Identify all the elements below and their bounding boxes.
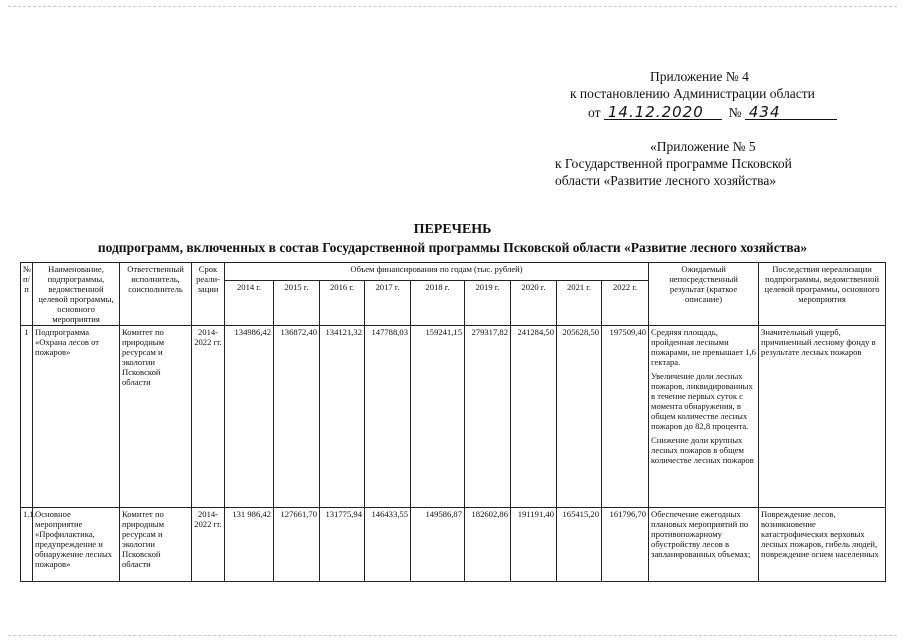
row-value: 127661,70 [274,508,320,582]
header-year: 2017 г. [365,281,411,326]
header-term: Срок реали-зации [192,263,225,326]
header-year: 2014 г. [225,281,274,326]
annex-5-block [555,138,792,189]
table-row [21,326,886,508]
header-consequences: Последствия нереализации подпрограммы, ведомственной целевой программы, основного мероприятия [759,263,886,326]
header-year: 2020 г. [511,281,557,326]
header-executor: Ответственный исполнитель, соисполнитель [120,263,192,326]
row-name: Подпрограмма «Охрана лесов от пожаров» [33,326,120,508]
header-year: 2022 г. [602,281,649,326]
annex-4-date-line [570,104,837,121]
annex-5-title: «Приложение № 5 [650,139,756,154]
scan-artifact-top [8,6,897,7]
result-paragraph: Средняя площадь, пройденная лесными пожарами, не превышает 1,6 гектара. [651,327,756,367]
handwritten-number: 434 [745,105,837,120]
row-consequences: Значительный ущерб, причиненный лесному фонду в результате лесных пожаров [759,326,886,508]
header-year: 2021 г. [557,281,602,326]
header-financing: Объем финансирования по годам (тыс. рублей) [225,263,649,281]
row-term: 2014-2022 гг. [192,326,225,508]
row-value: 197509,40 [602,326,649,508]
row-value: 131 986,42 [225,508,274,582]
scan-artifact-bottom [8,635,897,636]
result-paragraph: Снижение доли крупных лесных пожаров в общем количестве лесных пожаров [651,435,754,465]
row-value: 161796,70 [602,508,649,582]
header-num: № п/п [21,263,33,326]
result-paragraph: Увеличение доли лесных пожаров, ликвидированных в течение первых суток с момента обнаружения, в общем количестве лесных пожаров до 82,8 процента. [651,371,753,431]
row-value: 134121,32 [320,326,365,508]
handwritten-date: 14.12.2020 [604,105,722,120]
row-value: 131775,94 [320,508,365,582]
table-row [21,508,886,582]
row-name: Основное мероприятие «Профилактика, предупреждение и обнаружение лесных пожаров» [33,508,120,582]
annex-4-title: Приложение № 4 [650,69,749,84]
row-value: 279317,82 [465,326,511,508]
date-prefix: от [588,105,601,120]
annex-4-decree: к постановлению Администрации области [570,86,815,101]
row-executor: Комитет по природным ресурсам и экологии Псковской области [120,508,192,582]
row-num: 1.1. [21,508,33,582]
annex-5-program-name: области «Развитие лесного хозяйства» [555,173,777,188]
document-heading [0,222,905,256]
annex-5-program: к Государственной программе Псковской [555,156,792,171]
row-value: 205628,50 [557,326,602,508]
row-value: 165415,20 [557,508,602,582]
row-value: 136872,40 [274,326,320,508]
row-consequences: Повреждение лесов, возникновение катастрофических верховых лесных пожаров, гибель людей, повреждение огнем населенных [759,508,886,582]
row-term: 2014-2022 гг. [192,508,225,582]
header-year: 2016 г. [320,281,365,326]
row-value: 182602,86 [465,508,511,582]
document-subtitle: подпрограмм, включенных в состав Государственной программы Псковской области «Развитие лесного хозяйства» [97,240,808,255]
row-result [649,508,759,582]
row-value: 147788,03 [365,326,411,508]
header-year: 2015 г. [274,281,320,326]
row-num: 1 [21,326,33,508]
header-result: Ожидаемый непосредственный результат (краткое описание) [649,263,759,326]
header-year: 2018 г. [411,281,465,326]
document-title: ПЕРЕЧЕНЬ [413,222,492,237]
header-year: 2019 г. [465,281,511,326]
result-paragraph: Обеспечение ежегодных плановых мероприятий по противопожарному обустройству лесов в запланированных объемах; [651,509,751,559]
row-value: 191191,40 [511,508,557,582]
annex-4-block [570,68,837,121]
subprograms-table [20,262,886,582]
header-name: Наименование, подпрограммы, ведомственной целевой программы, основного мероприятия [33,263,120,326]
row-value: 134986,42 [225,326,274,508]
row-value: 149586,87 [411,508,465,582]
row-value: 159241,15 [411,326,465,508]
row-value: 146433,55 [365,508,411,582]
number-prefix: № [728,105,742,120]
table-header-row [21,263,886,281]
row-value: 241284,50 [511,326,557,508]
row-result [649,326,759,508]
row-executor: Комитет по природным ресурсам и экологии Псковской области [120,326,192,508]
